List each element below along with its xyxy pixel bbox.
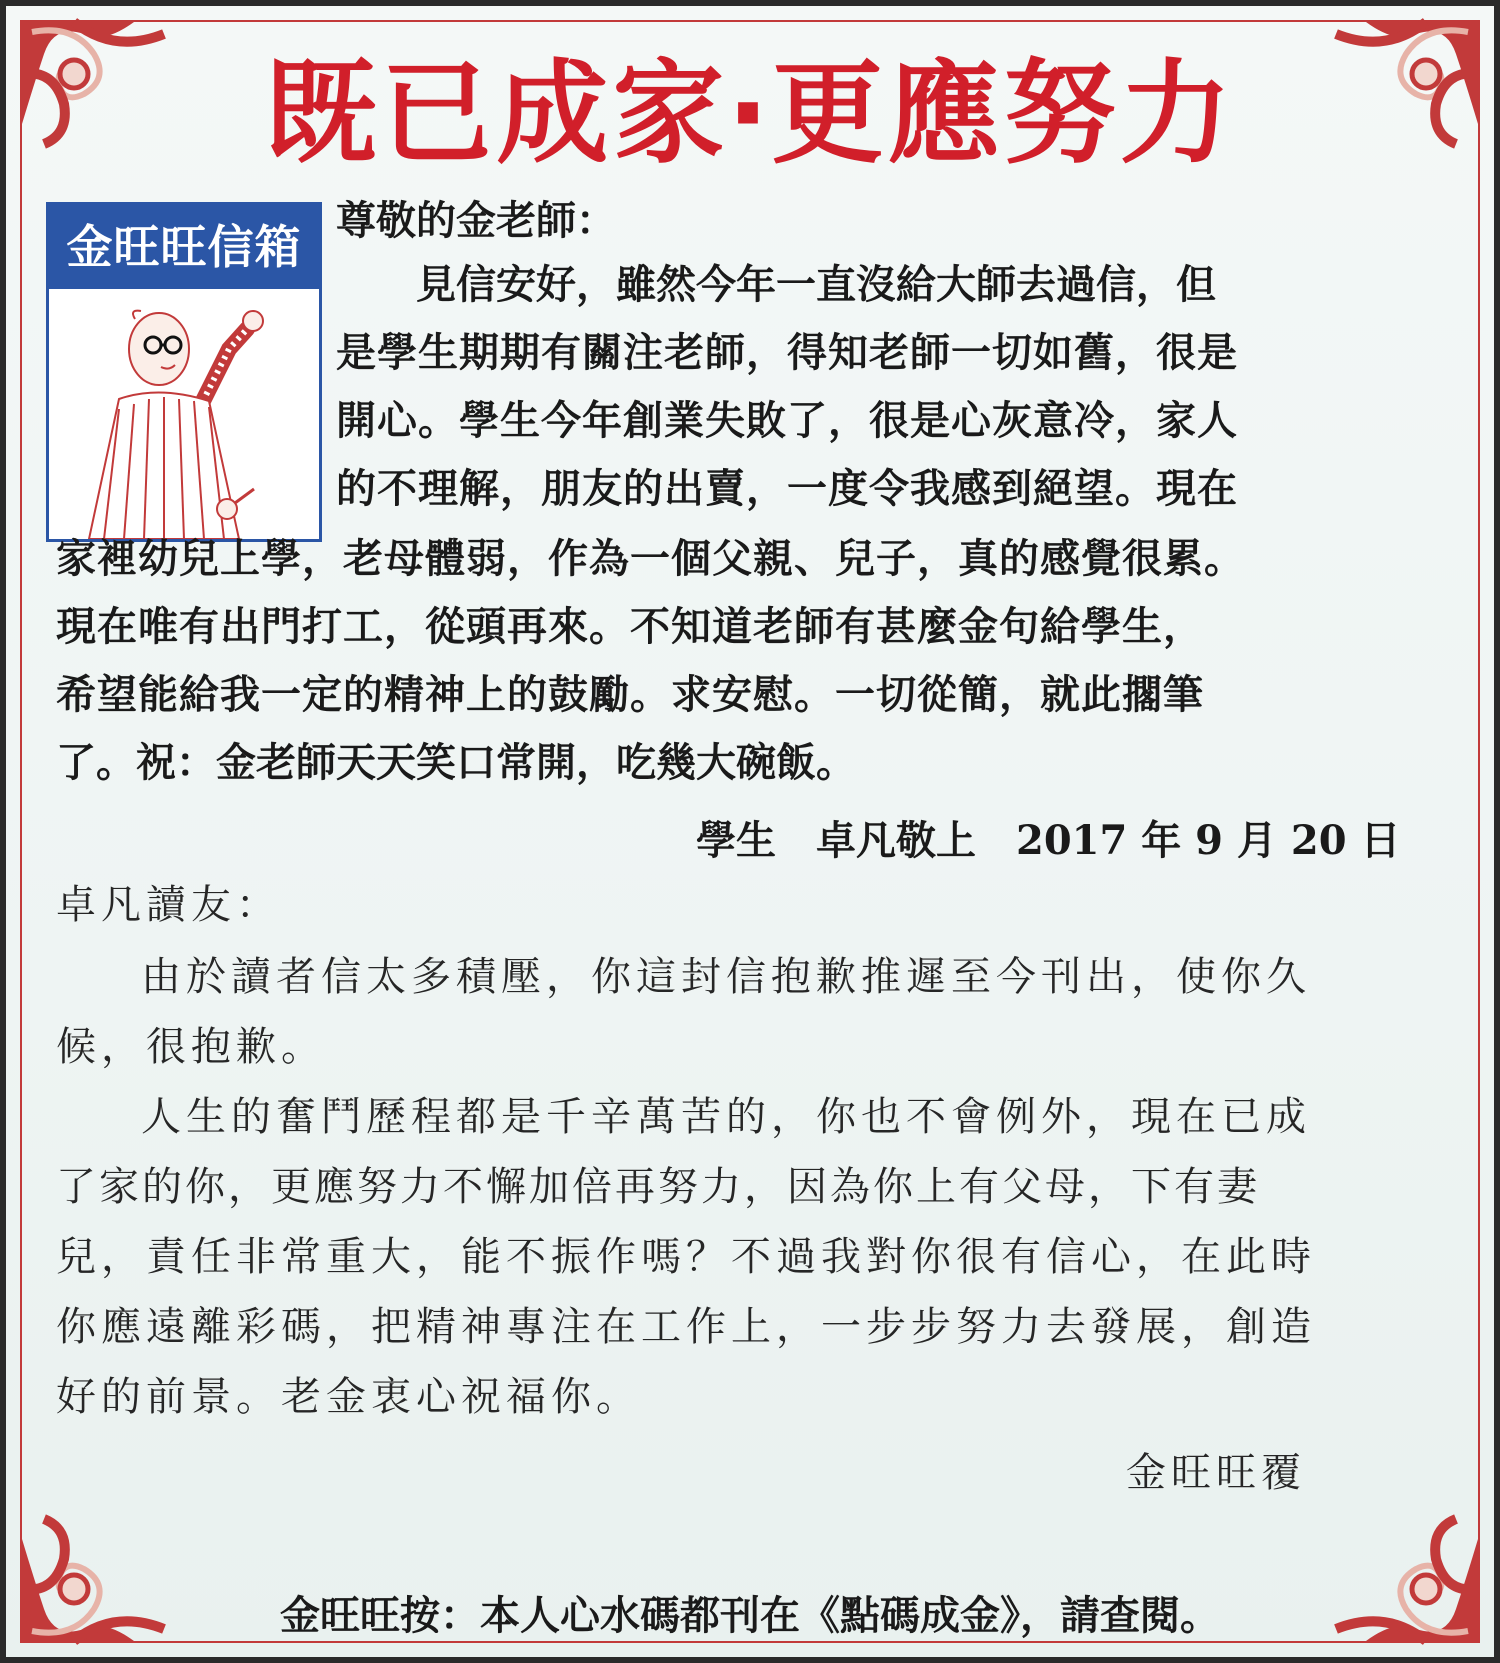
reply-line: 你應遠離彩碼，把精神專注在工作上，一步步努力去發展，創造 xyxy=(56,1304,1316,1350)
letter-line: 是學生期期有關注老師，得知老師一切如舊，很是 xyxy=(336,329,1238,376)
reply-line: 人生的奮鬥歷程都是千辛萬苦的，你也不會例外，現在已成 xyxy=(141,1094,1311,1140)
teacher-illustration-icon xyxy=(49,289,319,539)
letter-line: 家裡幼兒上學，老母體弱，作為一個父親、兒子，真的感覺很累。 xyxy=(56,535,1245,582)
mailbox-label: 金旺旺信箱 xyxy=(49,205,319,289)
page-title: 既已成家‧更應努力 xyxy=(264,49,1236,179)
letter-signature: 學生 卓凡敬上 2017 年 9 月 20 日 xyxy=(696,817,1401,864)
letter-salutation: 尊敬的金老師： xyxy=(336,197,616,244)
letter-line: 開心。學生今年創業失敗了，很是心灰意冷，家人 xyxy=(336,397,1238,444)
reply-signature: 金旺旺覆 xyxy=(1126,1450,1306,1496)
reply-line: 好的前景。老金衷心祝福你。 xyxy=(56,1374,641,1420)
reply-line: 兒，責任非常重大，能不振作嗎？不過我對你很有信心，在此時 xyxy=(56,1234,1316,1280)
letter-line: 見信安好，雖然今年一直沒給大師去過信，但 xyxy=(416,261,1216,308)
letter-line: 了。祝：金老師天天笑口常開，吃幾大碗飯。 xyxy=(56,739,856,786)
reply-line: 了家的你，更應努力不懈加倍再努力，因為你上有父母，下有妻 xyxy=(56,1164,1260,1210)
letter-line: 現在唯有出門打工，從頭再來。不知道老師有甚麼金句給學生， xyxy=(56,603,1204,650)
reply-salutation: 卓凡讀友： xyxy=(56,882,281,928)
footnote: 金旺旺按：本人心水碼都刊在《點碼成金》，請查閱。 xyxy=(280,1593,1220,1639)
reply-line: 候，很抱歉。 xyxy=(56,1024,326,1070)
mailbox-logo xyxy=(46,202,322,542)
reply-line: 由於讀者信太多積壓，你這封信抱歉推遲至今刊出，使你久 xyxy=(141,954,1311,1000)
letter-line: 希望能給我一定的精神上的鼓勵。求安慰。一切從簡，就此擱筆 xyxy=(56,671,1204,718)
letter-line: 的不理解，朋友的出賣，一度令我感到絕望。現在 xyxy=(336,465,1238,512)
